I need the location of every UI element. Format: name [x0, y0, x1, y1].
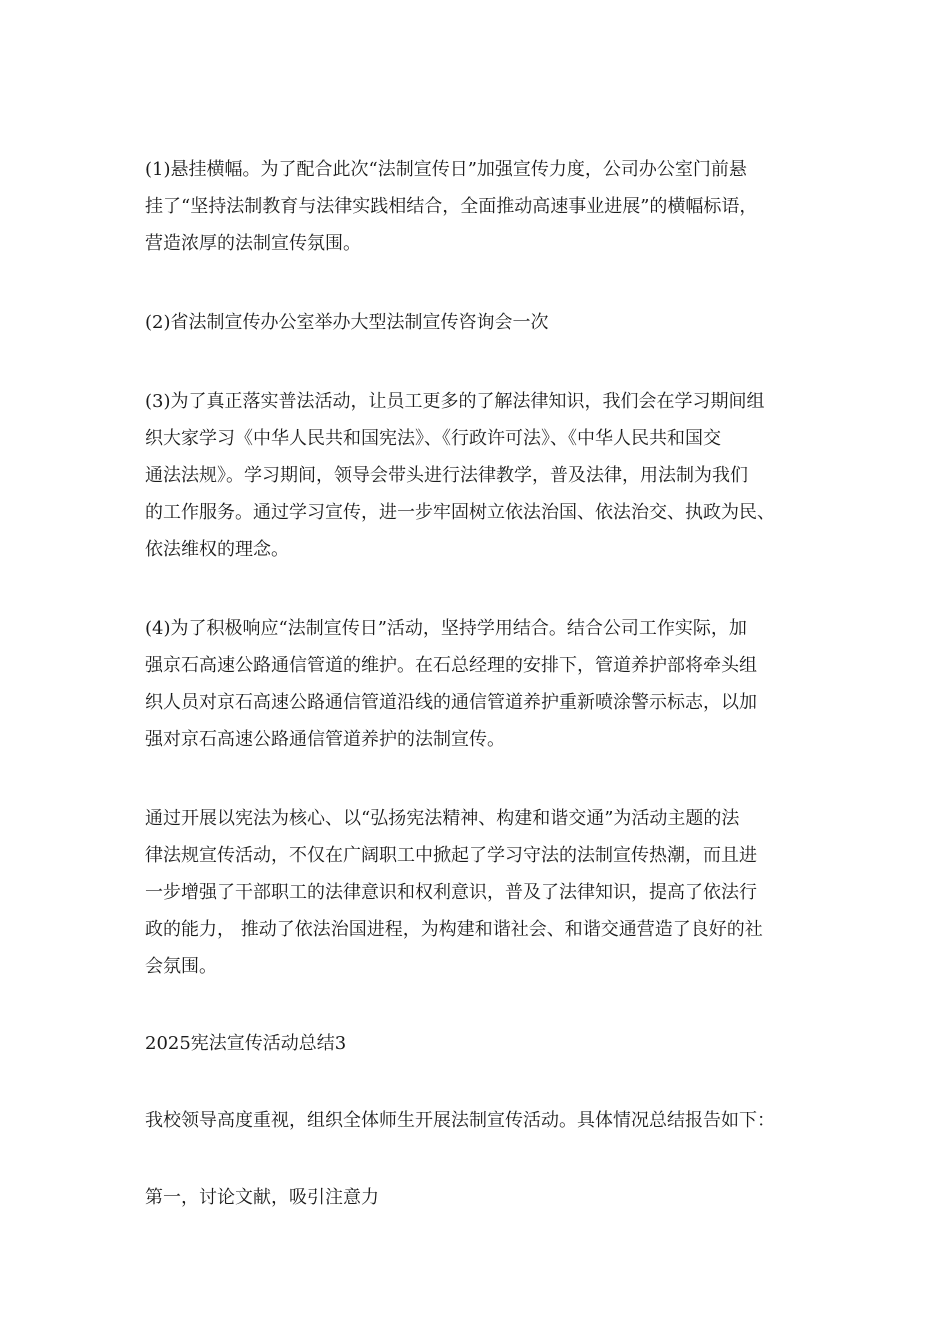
paragraph-line: 第一，讨论文献，吸引注意力: [145, 1187, 379, 1208]
paragraph-line: 的工作服务。通过学习宣传，进一步牢固树立依法治国、依法治交、执政为民、: [145, 502, 775, 523]
paragraph-first-point: [145, 1179, 810, 1216]
paragraph-line: 律法规宣传活动，不仅在广阔职工中掀起了学习守法的法制宣传热潮，而且进: [145, 845, 757, 866]
paragraph-line: 强京石高速公路通信管道的维护。在石总经理的安排下，管道养护部将牵头组: [145, 655, 757, 676]
section-heading: [145, 1025, 810, 1062]
paragraph-line: (2)省法制宣传办公室举办大型法制宣传咨询会一次: [145, 312, 549, 333]
paragraph-line: 依法维权的理念。: [145, 539, 289, 560]
paragraph-line: 政的能力， 推动了依法治国进程，为构建和谐社会、和谐交通营造了良好的社: [145, 919, 763, 940]
paragraph-line: 我校领导高度重视，组织全体师生开展法制宣传活动。具体情况总结报告如下：: [145, 1110, 775, 1131]
paragraph-maintenance: [145, 610, 810, 758]
paragraph-line: (1)悬挂横幅。为了配合此次“法制宣传日”加强宣传力度，公司办公室门前悬: [145, 159, 747, 180]
paragraph-intro: [145, 1102, 810, 1139]
section-heading-text: 2025宪法宣传活动总结3: [145, 1033, 347, 1054]
paragraph-line: 挂了“坚持法制教育与法律实践相结合，全面推动高速事业进展”的横幅标语，: [145, 196, 758, 217]
paragraph-line: 强对京石高速公路通信管道养护的法制宣传。: [145, 729, 505, 750]
paragraph-line: 会氛围。: [145, 956, 217, 977]
paragraph-line: 织大家学习《中华人民共和国宪法》、《行政许可法》、《中华人民共和国交: [145, 428, 721, 449]
paragraph-banner: [145, 151, 810, 262]
paragraph-line: 通法法规》。学习期间，领导会带头进行法律教学，普及法律，用法制为我们: [145, 465, 748, 486]
paragraph-line: 一步增强了干部职工的法律意识和权利意识，普及了法律知识，提高了依法行: [145, 882, 757, 903]
paragraph-line: 织人员对京石高速公路通信管道沿线的通信管道养护重新喷涂警示标志，以加: [145, 692, 757, 713]
paragraph-consultation: [145, 304, 810, 341]
paragraph-line: 营造浓厚的法制宣传氛围。: [145, 233, 361, 254]
paragraph-line: (4)为了积极响应“法制宣传日”活动，坚持学用结合。结合公司工作实际，加: [145, 618, 747, 639]
document-body: [145, 151, 810, 1216]
paragraph-line: 通过开展以宪法为核心、以“弘扬宪法精神、构建和谐交通”为活动主题的法: [145, 808, 740, 829]
paragraph-line: (3)为了真正落实普法活动，让员工更多的了解法律知识，我们会在学习期间组: [145, 391, 765, 412]
paragraph-study: [145, 383, 810, 568]
paragraph-summary: [145, 800, 810, 985]
